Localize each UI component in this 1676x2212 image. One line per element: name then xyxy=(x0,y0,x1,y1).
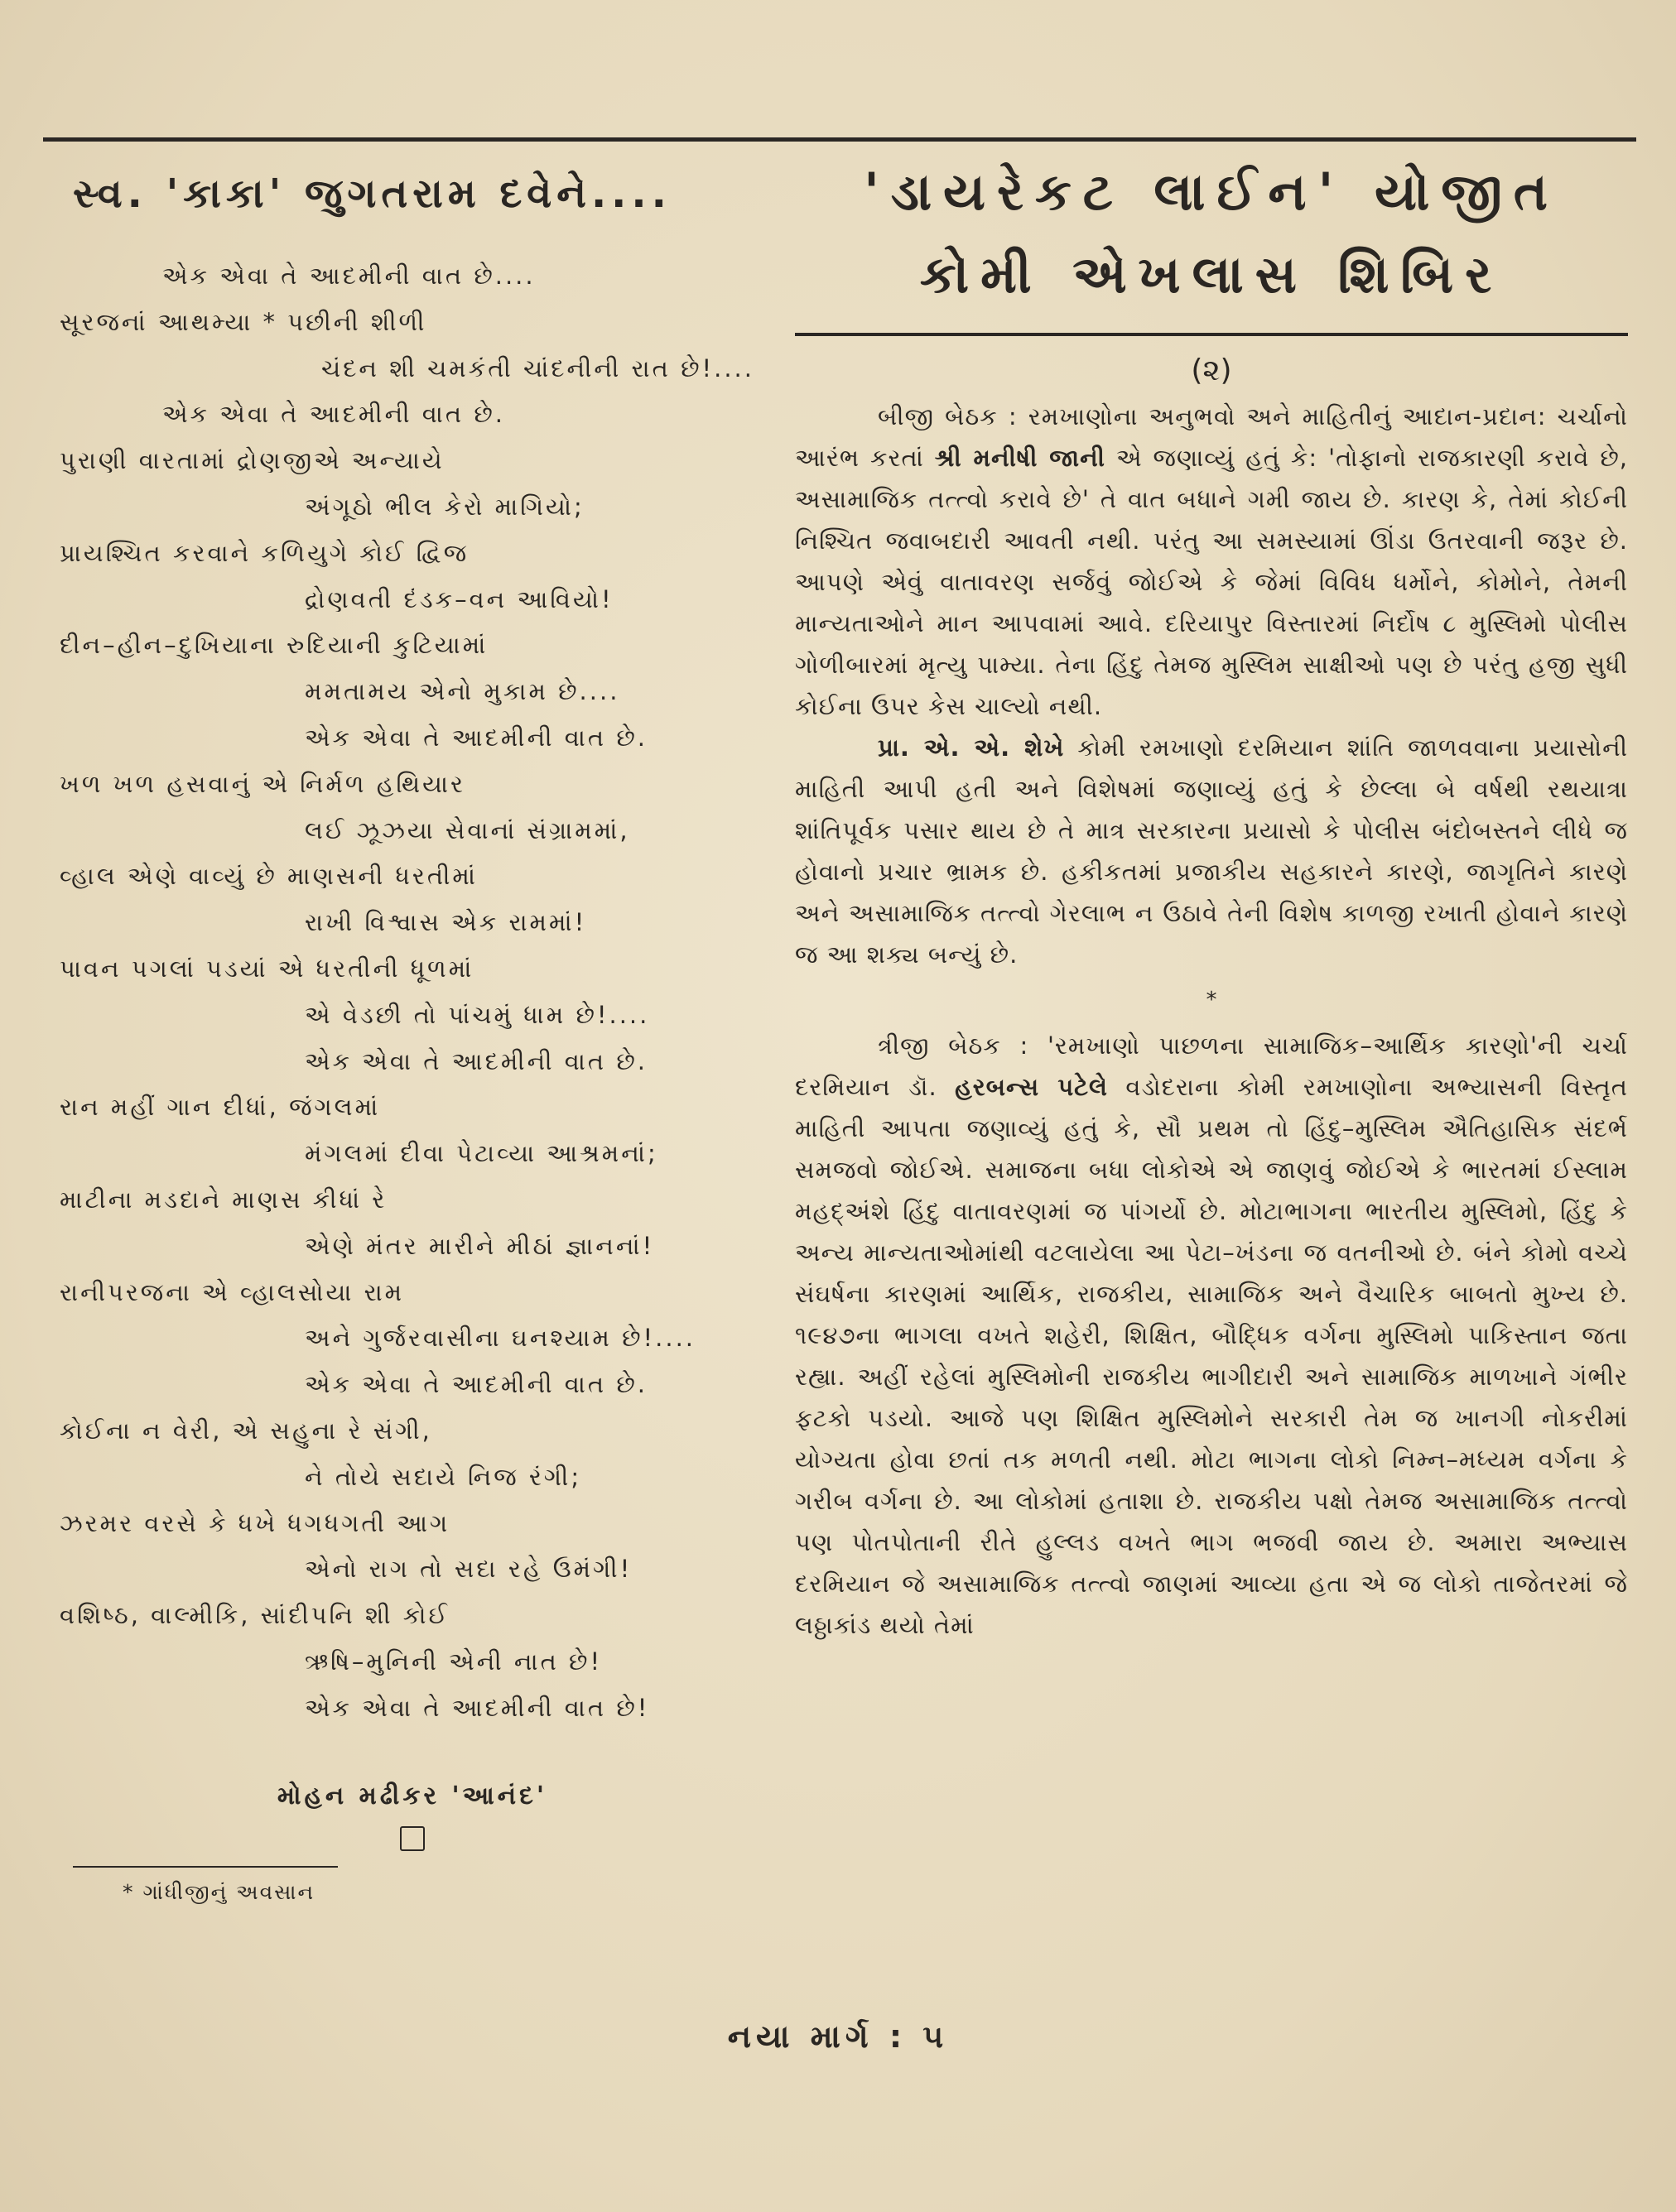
poem-line: એક એવા તે આદમીની વાત છે. xyxy=(305,1046,648,1075)
poem-title: સ્વ. 'કાકા' જુગતરામ દવેને.... xyxy=(73,171,672,217)
footnote: * ગાંધીજીનું અવસાન xyxy=(123,1879,315,1904)
para1-lead: બીજી બેઠક : રમખાણોના અનુભવો અને માહિતીનું આદાન-પ્રદાન: ચર્ચાનો આરંભ કરતાં xyxy=(795,402,1628,472)
poem-line: એક એવા તે આદમીની વાત છે! xyxy=(305,1693,650,1722)
poem-line: વ્હાલ એણે વાવ્યું છે માણસની ધરતીમાં xyxy=(60,862,478,891)
poem-line: રાનીપરજના એ વ્હાલસોયા રામ xyxy=(60,1277,405,1306)
poem-line: એનો રાગ તો સદા રહે ઉમંગી! xyxy=(305,1555,633,1584)
para2-text: કોમી રમખાણો દરમિયાન શાંતિ જાળવવાના પ્રયાસોની માહિતી આપી હતી અને વિશેષમાં જણાવ્યું હતું કે છેલ્લા બે વર્ષથી રથયાત્રા શાંતિપૂર્વક પસાર થાય છે તે માત્ર સરકારના પ્રયાસો કે પોલીસ બંદોબસ્તને લીધે જ હોવાનો પ્રચાર ભ્રામક છે. હકીકતમાં પ્રજાકીય સહકારને કારણે, જાગૃતિને કારણે અને અસામાજિક તત્ત્વો ગેરલાભ ન ઉઠાવે તેની વિશેષ કાળજી રખાતી હોવાને કારણે જ આ શક્ય બન્યું છે. xyxy=(795,733,1629,969)
poem-line: મમતામય એનો મુકામ છે.... xyxy=(305,677,620,706)
poem-line: દ્રોણવતી દંડક–વન આવિયો! xyxy=(305,584,614,613)
poem-line: પ્રાયશ્ચિત કરવાને કળિયુગે કોઈ દ્વિજ xyxy=(60,538,470,567)
poem-body xyxy=(48,253,777,1732)
speaker-name: શ્રી મનીષી જાની xyxy=(934,444,1105,472)
poem-line: વશિષ્ઠ, વાલ્મીકિ, સાંદીપનિ શી કોઈ xyxy=(60,1601,450,1630)
poem-line: રાન મહીં ગાન દીધાં, જંગલમાં xyxy=(60,1093,381,1122)
poem-line: એક એવા તે આદમીની વાત છે.... xyxy=(162,262,536,290)
paragraph-session-two xyxy=(795,396,1628,727)
speaker-name: હરબન્સ પટેલે xyxy=(955,1073,1108,1101)
poem-line: ચંદન શી ચમકંતી ચાંદનીની રાત છે!.... xyxy=(321,353,754,382)
page-footer: નયા માર્ગ : ૫ xyxy=(727,2018,949,2055)
end-box-mark xyxy=(400,1826,425,1851)
para3-lead: ત્રીજી બેઠક : 'રમખાણો પાછળના સામાજિક–આર્થિક કારણો'ની ચર્ચા દરમિયાન ડૉ. xyxy=(795,1031,1628,1101)
paragraph-session-three xyxy=(795,1025,1628,1646)
poem-line: એણે મંતર મારીને મીઠાં જ્ઞાનનાં! xyxy=(305,1231,655,1260)
paragraph-shaikh xyxy=(795,727,1628,975)
poem-line: એક એવા તે આદમીની વાત છે. xyxy=(162,400,505,429)
poem-line: ને તોયે સદાયે નિજ રંગી; xyxy=(305,1462,582,1491)
poem-line: મંગલમાં દીવા પેટાવ્યા આશ્રમનાં; xyxy=(305,1139,658,1168)
poem-line: એ વેડછી તો પાંચમું ધામ છે!.... xyxy=(305,1000,650,1029)
poem-line: દીન–હીન–દુખિયાના રુદિયાની કુટિયામાં xyxy=(60,631,489,660)
poem-line: ખળ ખળ હસવાનું એ નિર્મળ હથિયાર xyxy=(60,769,466,798)
article-title-line1: 'ડાયરેકટ લાઈન' યોજીત xyxy=(863,161,1560,222)
speaker-name: પ્રા. એ. એ. શેખે xyxy=(878,733,1065,762)
section-separator: * xyxy=(1206,988,1217,1012)
para3-text: વડોદરાના કોમી રમખાણોના અભ્યાસની વિસ્તૃત માહિતી આપતા જણાવ્યું હતું કે, સૌ પ્રથમ તો હિંદુ–મુસ્લિમ ઐતિહાસિક સંદર્ભ સમજવો જોઈએ. સમાજના બધા લોકોએ એ જાણવું જોઈએ કે ભારતમાં ઈસ્લામ મહદ્અંશે હિંદુ વાતાવરણમાં જ પાંગર્યો છે. મોટાભાગના ભારતીય મુસ્લિમો, હિંદુ કે અન્ય માન્યતાઓમાંથી વટલાયેલા આ પેટા–ખંડના જ વતનીઓ છે. બંને કોમો વચ્ચે સંઘર્ષના કારણમાં આર્થિક, રાજકીય, સામાજિક અને વૈચારિક બાબતો મુખ્ય છે. ૧૯૪૭ના ભાગલા વખતે શહેરી, શિક્ષિત, બૌદ્ધિક વર્ગના મુસ્લિમો પાકિસ્તાન જતા રહ્યા. અહીં રહેલાં મુસ્લિમોની રાજકીય ભાગીદારી અને સામાજિક માળખાને ગંભીર ફટકો પડયો. આજે પણ શિક્ષિત મુસ્લિમોને સરકારી તેમ જ ખાનગી નોકરીમાં યોગ્યતા હોવા છતાં તક મળતી નથી. મોટા ભાગના લોકો નિમ્ન–મધ્યમ વર્ગના કે ગરીબ વર્ગના છે. આ લોકોમાં હતાશા છે. રાજકીય પક્ષો તેમજ અસામાજિક તત્ત્વો પણ પોતપોતાની રીતે હુલ્લડ વખતે ભાગ ભજવી જાય છે. અમારા અભ્યાસ દરમિયાન જે અસામાજિક તત્ત્વો જાણમાં આવ્યા હતા એ જ લોકો તાજેતરમાં જે લઠ્ઠાકાંડ થયો તેમાં xyxy=(795,1073,1628,1639)
poem-line: કોઈના ન વેરી, એ સહુના રે સંગી, xyxy=(60,1416,432,1445)
poem-line: ઝરમર વરસે કે ધખે ધગધગતી આગ xyxy=(60,1508,450,1537)
poem-column xyxy=(48,149,777,1909)
poem-line: સૂરજનાં આથમ્યા * પછીની શીળી xyxy=(60,307,427,336)
article-title-line2: કોમી એખલાસ શિબિર xyxy=(919,244,1504,305)
poem-line: અને ગુર્જરવાસીના ઘનશ્યામ છે!.... xyxy=(305,1324,696,1353)
poem-line: ઋષિ–મુનિની એની નાત છે! xyxy=(305,1647,603,1676)
poem-line: પાવન પગલાં પડયાં એ ધરતીની ધૂળમાં xyxy=(60,954,474,983)
title-rule xyxy=(795,333,1628,336)
poem-line: માટીના મડદાને માણસ કીધાં રે xyxy=(60,1185,388,1214)
poem-line: અંગૂઠો ભીલ કેરો માગિયો; xyxy=(305,492,585,521)
poem-line: એક એવા તે આદમીની વાત છે. xyxy=(305,723,648,752)
poem-line: લઈ ઝૂઝયા સેવાનાં સંગ્રામમાં, xyxy=(305,815,630,844)
poem-line: એક એવા તે આદમીની વાત છે. xyxy=(305,1370,648,1399)
para1-text: એ જણાવ્યું હતું કે: 'તોફાનો રાજકારણી કરાવે છે, અસામાજિક તત્ત્વો કરાવે છે' તે વાત બધાને ગમી જાય છે. કારણ કે, તેમાં કોઈની નિશ્ચિત જવાબદારી આવતી નથી. પરંતુ આ સમસ્યામાં ઊંડા ઉતરવાની જરૂર છે. આપણે એવું વાતાવરણ સર્જવું જોઈએ કે જેમાં વિવિધ ધર્મોને, કોમોને, તેમની માન્યતાઓને માન આપવામાં આવે. દરિયાપુર વિસ્તારમાં નિર્દોષ ૮ મુસ્લિમો પોલીસ ગોળીબારમાં મૃત્યુ પામ્યા. તેના હિંદુ તેમજ મુસ્લિમ સાક્ષીઓ પણ છે પરંતુ હજી સુધી કોઈના ઉપર કેસ ચાલ્યો નથી. xyxy=(795,444,1629,720)
poem-line: પુરાણી વારતામાં દ્રોણજીએ અન્યાયે xyxy=(60,446,445,475)
article-column xyxy=(795,149,1628,1646)
poem-line: રાખી વિશ્વાસ એક રામમાં! xyxy=(305,908,587,937)
top-rule xyxy=(43,137,1636,142)
section-number: (૨) xyxy=(1191,353,1232,387)
footnote-rule xyxy=(73,1866,338,1868)
poem-author: મોહન મઢીકર 'આનંદ' xyxy=(277,1781,548,1810)
